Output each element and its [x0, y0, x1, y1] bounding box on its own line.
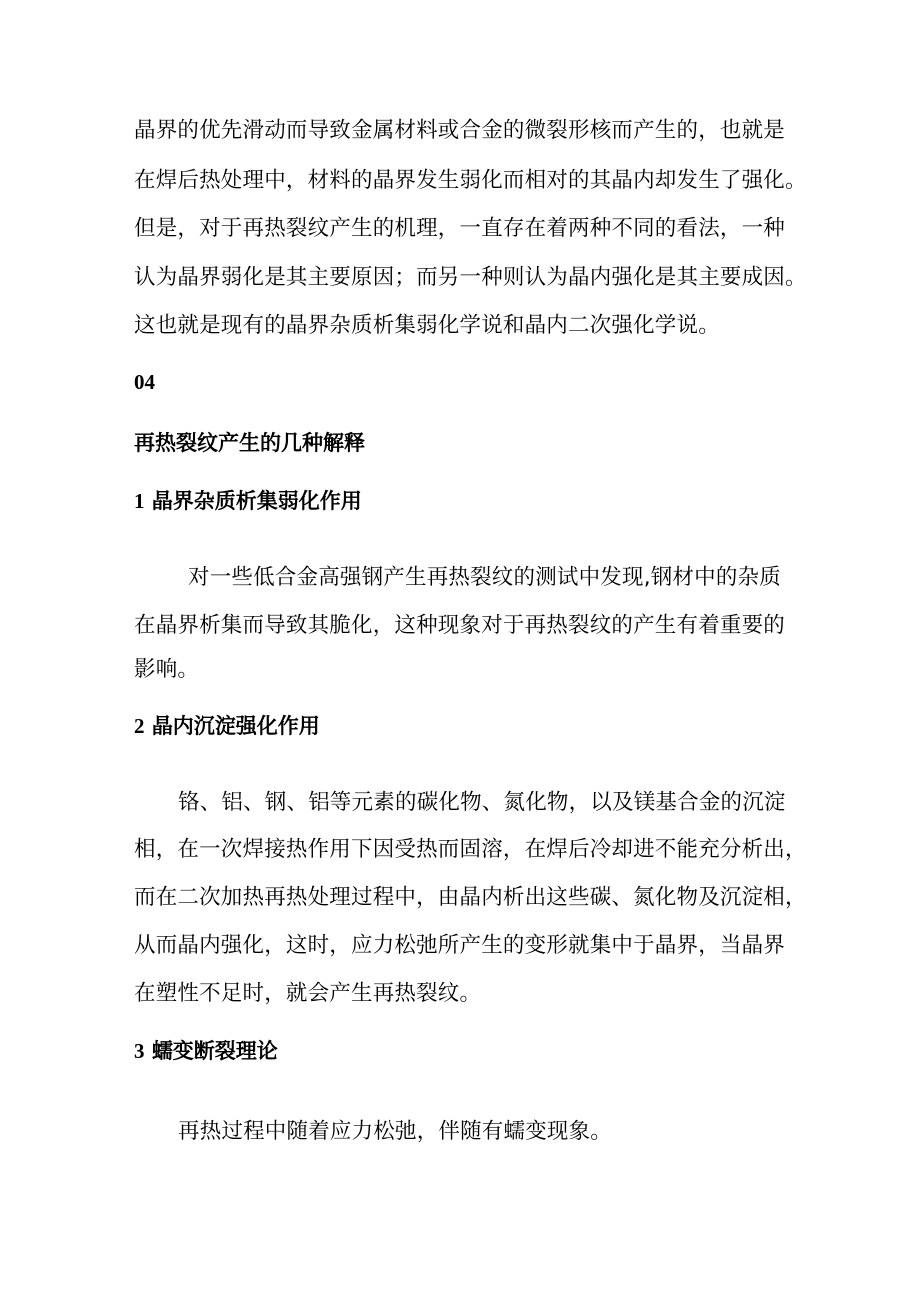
paragraph-line: 晶界的优先滑动而导致金属材料或合金的微裂形核而产生的，也就是	[134, 118, 786, 143]
subsection-title: 晶内沉淀强化作用	[151, 714, 320, 738]
section-number	[134, 367, 155, 397]
paragraph-line: 但是，对于再热裂纹产生的机理，一直存在着两种不同的看法，一种	[134, 216, 786, 241]
subsection-title: 蠕变断裂理论	[151, 1039, 278, 1063]
subsection-heading-1	[134, 486, 362, 516]
paragraph-line: 相，在一次焊接热作用下因受热而固溶，在焊后冷却进不能充分析出，	[134, 837, 807, 862]
paragraph-line: 再热过程中随着应力松弛，伴随有蠕变现象。	[178, 1119, 613, 1144]
subsection-number: 2	[134, 714, 145, 738]
subsection-heading-2	[134, 711, 320, 741]
section-number-text: 04	[134, 370, 155, 394]
subsection-number: 1	[134, 489, 145, 513]
paragraph-line: 铬、铝、钢、铝等元素的碳化物、氮化物，以及镁基合金的沉淀	[178, 790, 786, 815]
subsection-number: 3	[134, 1039, 145, 1063]
section-title: 再热裂纹产生的几种解释	[134, 431, 365, 455]
paragraph-line: 在塑性不足时，就会产生再热裂纹。	[134, 981, 482, 1006]
paragraph-line: 对一些低合金高强钢产生再热裂纹的测试中发现,钢材中的杂质	[188, 565, 781, 590]
paragraph-line: 认为晶界弱化是其主要原因；而另一种则认为晶内强化是其主要成因。	[134, 265, 807, 290]
paragraph-line: 而在二次加热再热处理过程中，由晶内析出这些碳、氮化物及沉淀相，	[134, 885, 807, 910]
subsection-heading-3	[134, 1036, 278, 1066]
paragraph-line: 在晶界析集而导致其脆化，这种现象对于再热裂纹的产生有着重要的	[134, 613, 786, 638]
subsection-title: 晶界杂质析集弱化作用	[151, 489, 362, 513]
paragraph-line: 在焊后热处理中，材料的晶界发生弱化而相对的其晶内却发生了强化。	[134, 168, 807, 193]
paragraph-line: 这也就是现有的晶界杂质析集弱化学说和晶内二次强化学说。	[134, 313, 720, 338]
paragraph-line: 从而晶内强化，这时，应力松弛所产生的变形就集中于晶界，当晶界	[134, 933, 786, 958]
paragraph-line: 影响。	[134, 657, 200, 682]
